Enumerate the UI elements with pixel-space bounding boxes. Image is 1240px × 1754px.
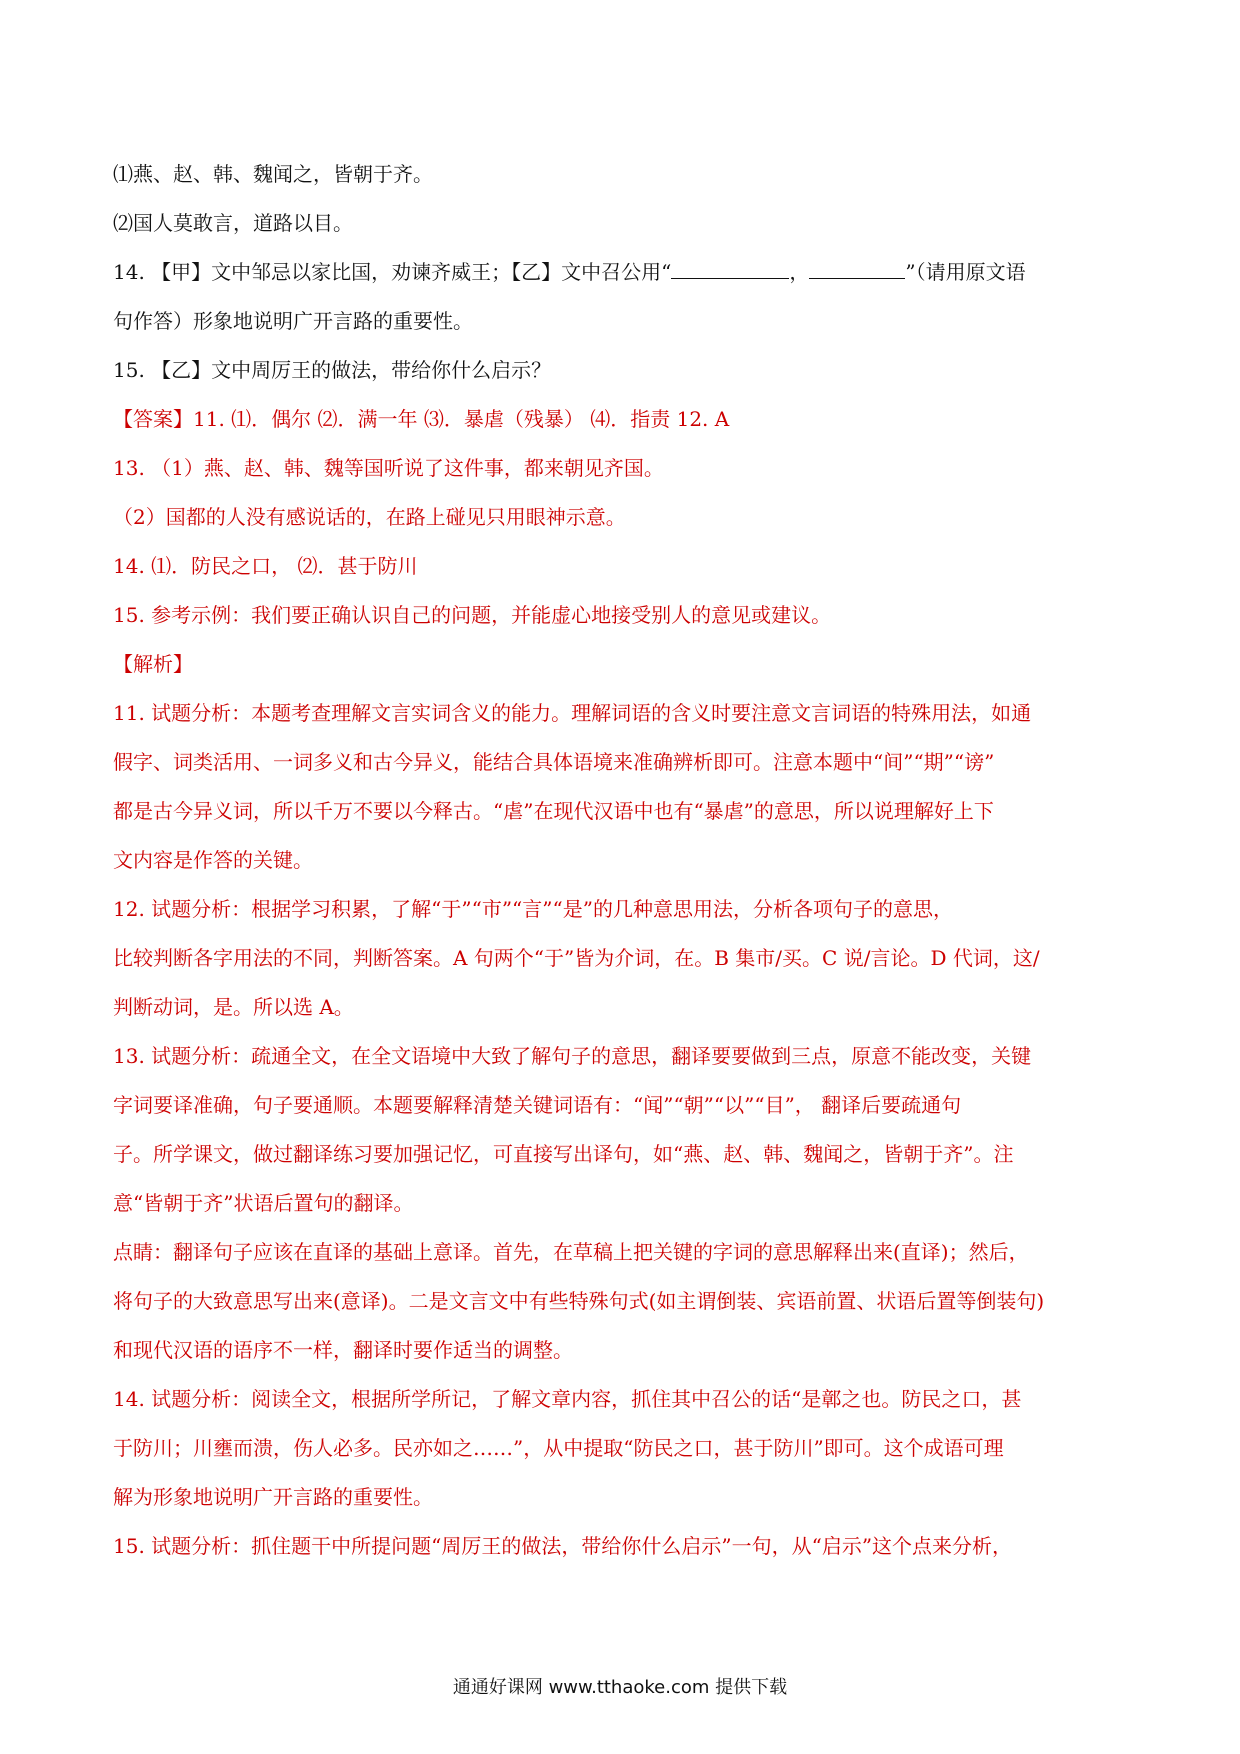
page-footer: 通通好课网 www.tthaoke.com 提供下载 xyxy=(452,1677,788,1698)
tip-line-3: 和现代汉语的语序不一样，翻译时要作适当的调整。 xyxy=(113,1338,573,1362)
question-13-item-1: ⑴燕、赵、韩、魏闻之，皆朝于齐。 xyxy=(113,162,433,186)
analysis-11-line-2: 假字、词类活用、一词多义和古今异义，能结合具体语境来准确辨析即可。注意本题中“间”“期”“谤” xyxy=(113,750,995,774)
analysis-13-line-1: 13. 试题分析：疏通全文，在全文语境中大致了解句子的意思，翻译要要做到三点，原意不能改变，关键 xyxy=(113,1044,1032,1068)
analysis-14-line-2: 于防川；川壅而溃，伤人必多。民亦如之……”，从中提取“防民之口，甚于防川”即可。这个成语可理 xyxy=(113,1436,1004,1460)
analysis-13-line-2: 字词要译准确，句子要通顺。本题要解释清楚关键词语有：“闻”“朝”“以”“目”， 翻译后要疏通句 xyxy=(113,1093,962,1117)
answer-14-line: 14. ⑴．防民之口， ⑵．甚于防川 xyxy=(113,554,418,578)
question-15: 15. 【乙】文中周厉王的做法，带给你什么启示？ xyxy=(113,358,552,382)
analysis-14-line-3: 解为形象地说明广开言路的重要性。 xyxy=(113,1485,433,1509)
tip-line-1: 点睛：翻译句子应该在直译的基础上意译。首先，在草稿上把关键的字词的意思解释出来(直译)；然后， xyxy=(113,1240,1029,1264)
answer-header-line: 【答案】11. ⑴．偶尔 ⑵．满一年 ⑶．暴虐（残暴） ⑷．指责 12. A xyxy=(113,407,730,431)
answer-blank-2 xyxy=(809,277,905,279)
question-14-line-2: 句作答）形象地说明广开言路的重要性。 xyxy=(113,309,473,333)
analysis-13-line-4: 意“皆朝于齐”状语后置句的翻译。 xyxy=(113,1191,414,1215)
answer-13-line-1: 13. （1）燕、赵、韩、魏等国听说了这件事，都来朝见齐国。 xyxy=(113,456,664,480)
question-14-line-1 xyxy=(113,258,1133,286)
tip-line-2: 将句子的大致意思写出来(意译)。二是文言文中有些特殊句式(如主谓倒装、宾语前置、状语后置等倒装句) xyxy=(113,1289,1045,1313)
analysis-12-line-3: 判断动词，是。所以选 A。 xyxy=(113,995,354,1019)
analysis-11-line-1: 11. 试题分析：本题考查理解文言实词含义的能力。理解词语的含义时要注意文言词语的特殊用法，如通 xyxy=(113,701,1032,725)
analysis-12-line-2: 比较判断各字用法的不同，判断答案。A 句两个“于”皆为介词，在。B 集市/买。C 说/言论。D 代词，这/ xyxy=(113,946,1040,970)
analysis-11-line-4: 文内容是作答的关键。 xyxy=(113,848,313,872)
analysis-15-line-1: 15. 试题分析：抓住题干中所提问题“周厉王的做法，带给你什么启示”一句，从“启示”这个点来分析， xyxy=(113,1534,1013,1558)
answer-15-line: 15. 参考示例：我们要正确认识自己的问题，并能虚心地接受别人的意见或建议。 xyxy=(113,603,832,627)
question-13-item-2: ⑵国人莫敢言，道路以目。 xyxy=(113,211,353,235)
analysis-14-line-1: 14. 试题分析：阅读全文，根据所学所记，了解文章内容，抓住其中召公的话“是鄣之也。防民之口，甚 xyxy=(113,1387,1022,1411)
answer-blank-1 xyxy=(671,277,789,279)
analysis-12-line-1: 12. 试题分析：根据学习积累，了解“于”“市”“言”“是”的几种意思用法，分析各项句子的意思， xyxy=(113,897,953,921)
question-14-text-c: ”（请用原文语 xyxy=(905,260,1026,284)
question-14-text-a: 14. 【甲】文中邹忌以家比国，劝谏齐威王；【乙】文中召公用“ xyxy=(113,260,672,284)
answer-13-line-2: （2）国都的人没有感说话的，在路上碰见只用眼神示意。 xyxy=(113,505,626,529)
analysis-11-line-3: 都是古今异义词，所以千万不要以今释古。“虐”在现代汉语中也有“暴虐”的意思，所以说理解好上下 xyxy=(113,799,994,823)
analysis-header: 【解析】 xyxy=(113,652,193,676)
analysis-13-line-3: 子。所学课文，做过翻译练习要加强记忆，可直接写出译句，如“燕、赵、韩、魏闻之，皆朝于齐”。注 xyxy=(113,1142,1014,1166)
question-14-text-b: ， xyxy=(789,260,810,284)
